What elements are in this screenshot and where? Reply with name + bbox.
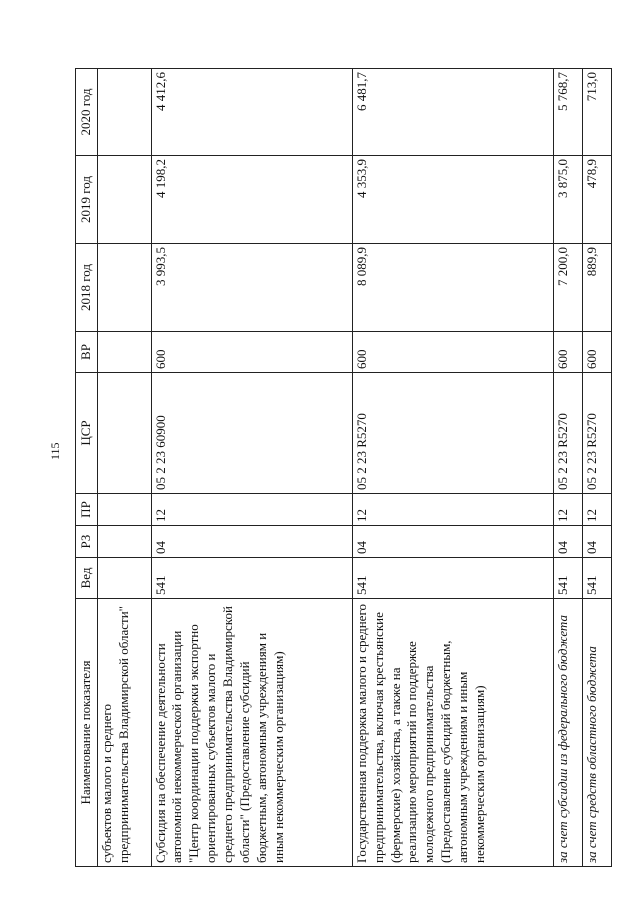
row-2020: 6 481,7 [352,69,553,156]
row-name: субъектов малого и среднего предпринимательства Владимирской области" [98,599,152,867]
row-2018: 7 200,0 [554,244,583,332]
page-number: 115 [48,442,62,460]
row-csr: 05 2 23 60900 [151,373,352,494]
row-2019: 4 198,2 [151,156,352,244]
row-2019: 3 875,0 [554,156,583,244]
table-row [554,69,583,867]
row-pr [98,494,152,526]
row-pr: 12 [352,494,553,526]
row-2020 [98,69,152,156]
header-rz: РЗ [76,526,98,558]
table-row [98,69,152,867]
budget-table-container [75,69,612,867]
row-csr: 05 2 23 R5270 [554,373,583,494]
row-ved: 541 [352,558,553,599]
row-csr [98,373,152,494]
row-2020: 713,0 [582,69,611,156]
row-2020: 4 412,6 [151,69,352,156]
budget-table [75,68,612,867]
row-name: Государственная поддержка малого и среднего предпринимательства, включая крестьянские (фермерские) хозяйства, а также на реализацию мероприятий по поддержке молодежного предпринимательства (Предоставление субсидий бюджетным, автономным учреждениям и иным некоммерческим организациям) [352,599,553,867]
row-vr: 600 [151,332,352,373]
row-rz: 04 [554,526,583,558]
row-2019 [98,156,152,244]
row-ved [98,558,152,599]
row-2019: 478,9 [582,156,611,244]
row-vr [98,332,152,373]
row-name: Субсидия на обеспечение деятельности автономной некоммерческой организации "Центр координации поддержки экспортно ориентированных субъектов малого и среднего предпринимательства Владимирской области" (Предоставление субсидий бюджетным, автономным учреждениям и иным некоммерческим организациям) [151,599,352,867]
row-2018: 889,9 [582,244,611,332]
row-vr: 600 [352,332,553,373]
row-pr: 12 [582,494,611,526]
table-row [151,69,352,867]
row-pr: 12 [554,494,583,526]
header-2019: 2019 год [76,156,98,244]
header-pr: ПР [76,494,98,526]
table-row [582,69,611,867]
row-rz: 04 [352,526,553,558]
row-ved: 541 [582,558,611,599]
header-ved: Вед [76,558,98,599]
header-2020: 2020 год [76,69,98,156]
header-2018: 2018 год [76,244,98,332]
row-2018: 3 993,5 [151,244,352,332]
row-2018: 8 089,9 [352,244,553,332]
header-vr: ВР [76,332,98,373]
header-csr: ЦСР [76,373,98,494]
row-rz [98,526,152,558]
row-2019: 4 353,9 [352,156,553,244]
row-ved: 541 [554,558,583,599]
row-ved: 541 [151,558,352,599]
row-name: за счет субсидии из федерального бюджета [554,599,583,867]
row-name: за счет средств областного бюджета [582,599,611,867]
row-2020: 5 768,7 [554,69,583,156]
table-row [352,69,553,867]
header-name: Наименование показателя [76,599,98,867]
row-vr: 600 [554,332,583,373]
row-vr: 600 [582,332,611,373]
row-pr: 12 [151,494,352,526]
row-csr: 05 2 23 R5270 [582,373,611,494]
row-csr: 05 2 23 R5270 [352,373,553,494]
row-2018 [98,244,152,332]
row-rz: 04 [151,526,352,558]
row-rz: 04 [582,526,611,558]
table-header-row [76,69,98,867]
